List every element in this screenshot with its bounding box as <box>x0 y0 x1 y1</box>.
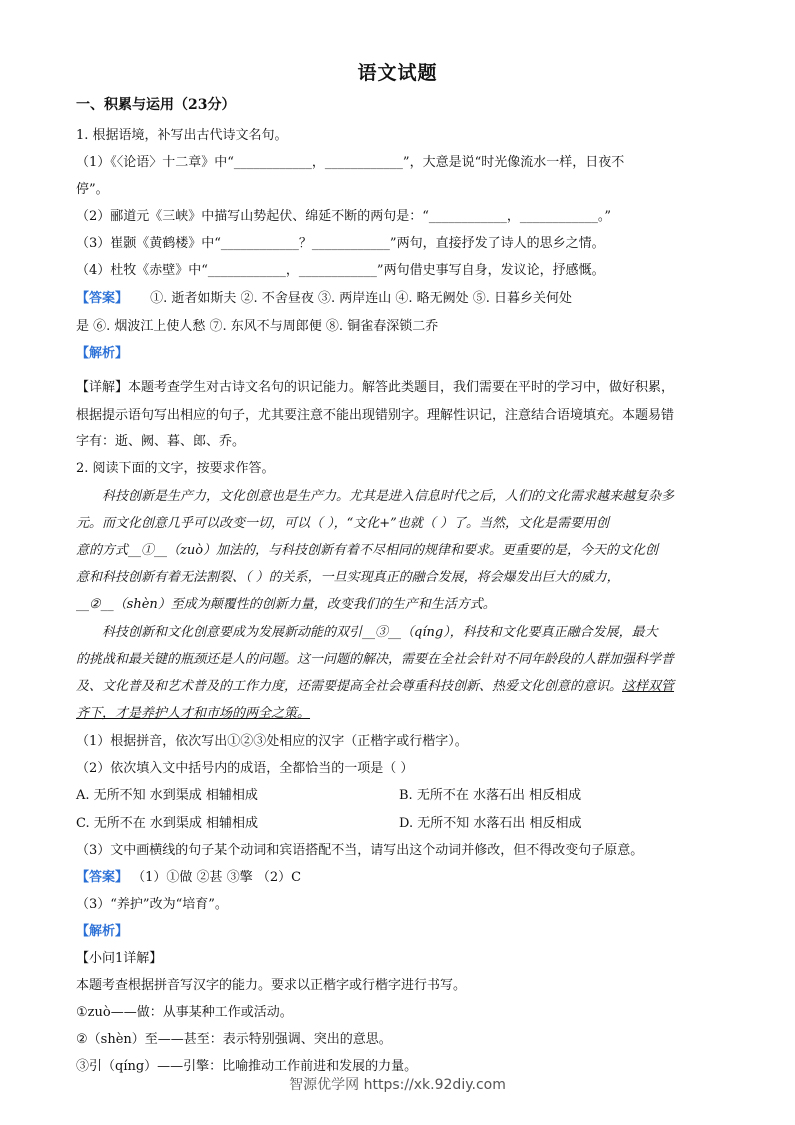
subquestion-heading: 【小问1详解】 <box>76 951 163 966</box>
analysis-label: 【解析】 <box>76 924 129 939</box>
detail-text: 根据提示语句写出相应的句子，尤其要注意不能出现错别字。理解性识记，注意结合语境填充。本题易错 <box>76 408 675 423</box>
passage-line: 意和科技创新有着无法割裂、（ ）的关系，一旦实现真正的融合发展，将会爆发出巨大的威力， <box>76 570 620 585</box>
question-item: （1）根据拼音，依次写出①②③处相应的汉字（正楷字或行楷字）。 <box>76 734 468 749</box>
explanation-text: ①zuò——做：从事某种工作或活动。 <box>76 1005 293 1020</box>
option-c: C. 无所不在 水到渠成 相辅相成 <box>76 816 259 831</box>
detail-text: 【详解】本题考查学生对古诗文名句的识记能力。解答此类题目，我们需要在平时的学习中，做好积累， <box>76 380 675 395</box>
option-d: D. 无所不知 水落石出 相反相成 <box>399 816 582 831</box>
section-heading: 一、积累与运用（23分） <box>76 97 236 113</box>
passage-text: 及、文化普及和艺术普及的工作力度，还需要提高全社会尊重科技创新、热爱文化创意的意识。 <box>76 679 623 694</box>
option-row <box>76 815 735 832</box>
answer-text: （1）①做 ②甚 ③擎 （2）C <box>132 870 302 885</box>
answer-label: 【答案】 <box>76 291 129 306</box>
question-item: 停”。 <box>76 182 109 197</box>
answer-label: 【答案】 <box>76 870 129 885</box>
answer-text: 是 ⑥. 烟波江上使人愁 ⑦. 东风不与周郎便 ⑧. 铜雀春深锁二乔 <box>76 319 439 334</box>
question-item: （3）文中画横线的句子某个动词和宾语搭配不当，请写出这个动词并修改，但不得改变句子原意。 <box>76 843 644 858</box>
underlined-sentence: 齐下，才是养护人才和市场的两全之策。 <box>76 706 311 721</box>
passage-line: 科技创新是生产力，文化创意也是生产力。尤其是进入信息时代之后，人们的文化需求越来越复杂多 <box>102 489 675 504</box>
question-stem: 1. 根据语境，补写出古代诗文名句。 <box>76 128 288 143</box>
passage-line: 的挑战和最关键的瓶颈还是人的问题。这一问题的解决，需要在全社会针对不同年龄段的人群加强科学普 <box>76 652 675 667</box>
passage-line: 意的方式__①__（zuò）加法的，与科技创新有着不尽相同的规律和要求。更重要的是，今天的文化创 <box>76 543 659 558</box>
explanation-text: 本题考查根据拼音写汉字的能力。要求以正楷字或行楷字进行书写。 <box>76 978 467 993</box>
question-stem: 2. 阅读下面的文字，按要求作答。 <box>76 461 275 476</box>
option-b: B. 无所不在 水落石出 相反相成 <box>399 788 582 803</box>
answer-line <box>76 290 735 307</box>
option-a: A. 无所不知 水到渠成 相辅相成 <box>76 788 258 803</box>
answer-text: ①. 逝者如斯夫 ②. 不舍昼夜 ③. 两岸连山 ④. 略无阙处 ⑤. 日暮乡关何处 <box>150 291 573 306</box>
answer-line <box>76 869 735 886</box>
passage-line <box>76 678 735 695</box>
question-item: （4）杜牧《赤壁》中“____________，____________”两句借史事写自身，发议论，抒感慨。 <box>76 263 605 278</box>
passage-line: 元。而文化创意几乎可以改变一切，可以（ ），“文化+”也就（ ）了。当然，文化是需要用创 <box>76 516 609 531</box>
question-item: （2）郦道元《三峡》中描写山势起伏、绵延不断的两句是：“____________，____________。” <box>76 209 612 224</box>
analysis-label: 【解析】 <box>76 346 129 361</box>
option-row <box>76 787 735 804</box>
answer-text: （3）“养护”改为“培育”。 <box>76 897 228 912</box>
underlined-sentence: 这样双管 <box>622 679 675 694</box>
watermark-footer: 智源优学网 https://xk.92diy.com <box>289 1077 506 1093</box>
question-item: （2）依次填入文中括号内的成语，全都恰当的一项是（ ） <box>76 761 414 776</box>
explanation-text: ②（shèn）至——甚至：表示特别强调、突出的意思。 <box>76 1032 392 1047</box>
detail-text: 字有：逝、阙、暮、郎、乔。 <box>76 434 246 449</box>
passage-line: 科技创新和文化创意要成为发展新动能的双引__③__（qíng），科技和文化要真正融合发展，最大 <box>102 625 658 640</box>
question-item: （3）崔颢《黄鹤楼》中“____________？____________”两句，直接抒发了诗人的思乡之情。 <box>76 236 605 251</box>
explanation-text: ③引（qíng）——引擎：比喻推动工作前进和发展的力量。 <box>76 1059 418 1074</box>
question-item: （1）《〈论语〉十二章》中“____________，____________”，大意是说“时光像流水一样，日夜不 <box>76 155 625 170</box>
passage-line: __②__（shèn）至成为颠覆性的创新力量，改变我们的生产和生活方式。 <box>76 597 496 612</box>
page-title: 语文试题 <box>357 62 438 84</box>
